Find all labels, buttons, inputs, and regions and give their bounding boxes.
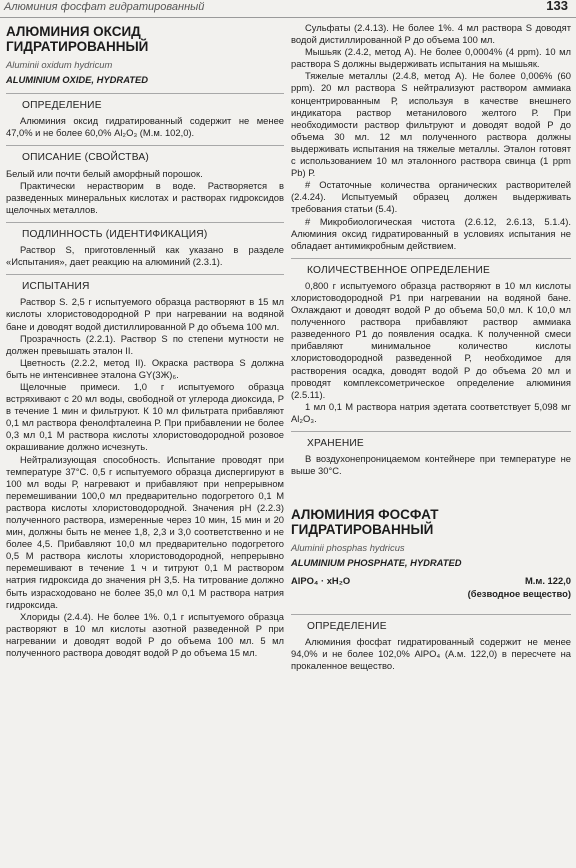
assay-procedure: 0,800 г испытуемого образца растворяют в 10 мл кислоты хлористоводородной Р1 при нагревании на водяной бане. Охлаждают и доводят водой Р до объема 50,0 мл. К 10,0 мл полученного раствора прибавляют раствор аммиака разведенного Р1 до появления осадка. К полученной смеси прибавляют минимальное количество кислоты хлористоводородной разведенной Р, необходимое для растворения осадка, доводят водой Р до объема 20 мл и проводят комплексометрическое определение алюминия (2.5.11). (291, 279, 571, 400)
right-column (291, 22, 571, 672)
description-text: Белый или почти белый аморфный порошок. (6, 167, 203, 179)
section-heading-identification: ПОДЛИННОСТЬ (ИДЕНТИФИКАЦИЯ) (22, 228, 208, 240)
english-name: ALUMINIUM OXIDE, HYDRATED (6, 74, 149, 86)
page-number: 133 (546, 0, 568, 13)
section-rule (291, 614, 571, 615)
section-rule (6, 93, 284, 94)
test-residual-solvents: # Остаточные количества органических растворителей (2.4.24). Испытуемый образец должен выдерживать требования статьи (5.4). (291, 179, 571, 215)
solubility-text: Практически нерастворим в воде. Растворяется в разведенных минеральных кислотах и растворах гидроксидов щелочных металлов. (6, 179, 284, 215)
english-name-2: ALUMINIUM PHOSPHATE, HYDRATED (291, 557, 462, 569)
monograph-title: АЛЮМИНИЯ ОКСИД ГИДРАТИРОВАННЫЙ (6, 24, 149, 54)
running-header (0, 0, 576, 18)
latin-name: Aluminii oxidum hydricum (6, 59, 113, 70)
test-neutralizing-capacity: Нейтрализующая способность. Испытание проводят при температуре 37°С. 0,5 г испытуемого образца диспергируют в 100 мл воды Р, нагревают и прибавляют при непрерывном перемешивании 100,0 мл предварительно подогретого 0,1 М раствора кислоты хлористоводородной. Значения pH (2.2.3) полученного раствора, измеренные через 10 мин, 15 мин и 20 мин, должны быть не менее 1,8, 2,3 и 3,0 соответственно и не более 4,5. Прибавляют 10,0 мл предварительно подогретого 0,5 М раствора кислоты хлористоводородной, непрерывно перемешивают в течение 1 ч и титруют 0,1 М раствором натрия гидроксида до значения pH 3,5. На титрование должно быть израсходовано не более 35,0 мл 0,1 М раствора натрия гидроксида. (6, 453, 284, 610)
section-rule (6, 145, 284, 146)
chemical-formula: AlPO₄ · xH₂O (291, 575, 351, 587)
section-heading-tests: ИСПЫТАНИЯ (22, 281, 90, 293)
identification-text: Раствор S, приготовленный как указано в разделе «Испытания», дает реакцию на алюминий (2.3.1). (6, 244, 284, 268)
storage-text: В воздухонепроницаемом контейнере при температуре не выше 30°С. (291, 453, 571, 477)
section-heading-storage: ХРАНЕНИЕ (307, 438, 364, 449)
test-arsenic: Мышьяк (2.4.2, метод А). Не более 0,0004% (4 ppm). 10 мл раствора S должны выдерживать испытания на мышьяк. (291, 46, 571, 70)
formula-line (291, 575, 571, 587)
left-column (6, 22, 284, 659)
molecular-weight-note: (безводное вещество) (467, 587, 571, 599)
test-color: Цветность (2.2.2, метод II). Окраска раствора S должна быть не интенсивнее эталона GY(3Ж)₆. (6, 356, 284, 380)
test-heavy-metals: Тяжелые металлы (2.4.8, метод А). Не более 0,006% (60 ppm). 20 мл раствора S нейтрализуют раствором аммиака концентрированным Р, используя в качестве внешнего индикатора раствор метанилового желтого Р. При необходимости раствор фильтруют и доводят водой Р до объема 30 мл. 12 мл полученного раствора должны выдерживать испытания на тяжелые металлы. Эталон готовят с использованием 10 мл эталонного раствора свинца (1 ppm Pb) Р. (291, 70, 571, 179)
section-heading-definition-2: ОПРЕДЕЛЕНИЕ (307, 620, 387, 632)
test-chlorides: Хлориды (2.4.4). Не более 1%. 0,1 г испытуемого образца растворяют в 10 мл кислоты азотной разведенной Р при нагревании и доводят водой Р до объема 100 мл. 5 мл полученного раствора доводят водой Р до объема 15 мл. (6, 610, 284, 659)
molecular-weight: М.м. 122,0 (524, 575, 571, 587)
section-rule (291, 258, 571, 259)
latin-name-2: Aluminii phosphas hydricus (291, 542, 405, 554)
section-rule (6, 222, 284, 223)
test-clarity: Прозрачность (2.2.1). Раствор S по степени мутности не должен превышать эталон II. (6, 332, 284, 356)
test-solution-s: Раствор S. 2,5 г испытуемого образца растворяют в 15 мл кислоты хлористоводородной Р при нагревании на водяной бане и доводят водой дистиллированной Р до объема 100 мл. (6, 296, 284, 332)
definition-text-2: Алюминия фосфат гидратированный содержит не менее 94,0% и не более 102,0% AlPO₄ (А.м. 122,0) в пересчете на прокаленное вещество. (291, 635, 571, 671)
test-alkaline-impurities: Щелочные примеси. 1,0 г испытуемого образца встряхивают с 20 мл воды, свободной от углерода диоксида, Р в течение 1 мин и фильтруют. К 10 мл фильтрата прибавляют 0,1 мл раствора фенолфталеина Р. При прибавлении не более 0,3 мл 0,1 М раствора кислоты хлористоводородной розовое окрашивание должно исчезнуть. (6, 380, 284, 453)
monograph-title-2: АЛЮМИНИЯ ФОСФАТ ГИДРАТИРОВАННЫЙ (291, 507, 439, 538)
test-sulfates: Сульфаты (2.4.13). Не более 1%. 4 мл раствора S доводят водой дистиллированной Р до объема 100 мл. (291, 22, 571, 46)
section-heading-description: ОПИСАНИЕ (СВОЙСТВА) (22, 152, 149, 164)
section-rule (6, 274, 284, 275)
running-title: Алюминия фосфат гидратированный (4, 1, 205, 13)
test-microbiological-purity: # Микробиологическая чистота (2.6.12, 2.6.13, 5.1.4). Алюминия оксид гидратированный в условиях испытания не обладает антимикробным действием. (291, 215, 571, 251)
section-rule (291, 431, 571, 432)
section-heading-definition: ОПРЕДЕЛЕНИЕ (22, 100, 102, 112)
assay-equivalence: 1 мл 0,1 М раствора натрия эдетата соответствует 5,098 мг Al₂O₃. (291, 400, 571, 424)
section-heading-assay: КОЛИЧЕСТВЕННОЕ ОПРЕДЕЛЕНИЕ (307, 264, 491, 276)
definition-text: Алюминия оксид гидратированный содержит не менее 47,0% и не более 60,0% Al₂O₃ (М.м. 102,0). (6, 115, 284, 139)
